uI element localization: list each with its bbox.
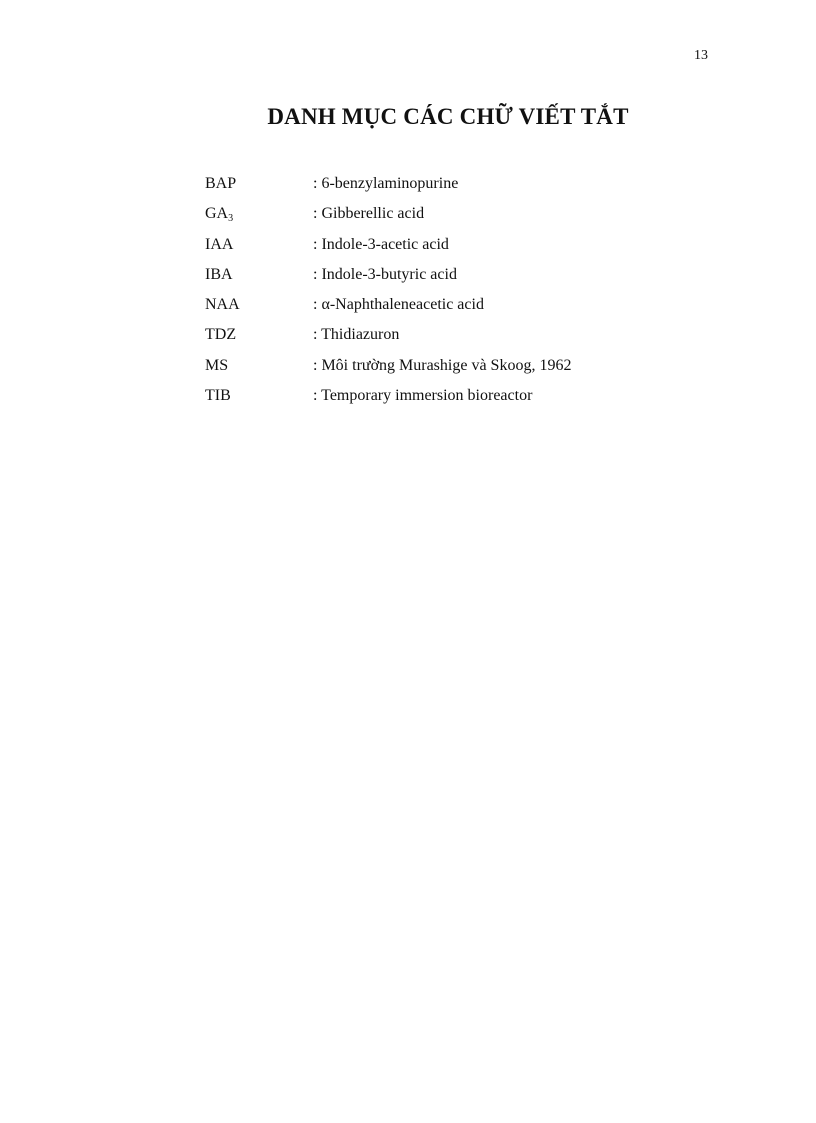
abbreviation-row (205, 175, 685, 205)
abbreviation-definition: : Gibberellic acid (313, 205, 425, 223)
abbreviation-term: TDZ (205, 326, 237, 344)
abbreviation-row (205, 296, 685, 326)
abbreviation-definition: : Môi trường Murashige và Skoog, 1962 (313, 356, 572, 374)
page-title: DANH MỤC CÁC CHỮ VIẾT TẮT (267, 104, 629, 129)
abbreviation-term: $GA_3$ (205, 205, 234, 225)
abbreviation-definition: : 6-benzylaminopurine (313, 175, 459, 192)
abbreviation-row (205, 266, 685, 296)
abbreviation-term: IBA (205, 265, 233, 283)
abbreviation-definition: : Indole-3-acetic acid (313, 235, 449, 253)
abbreviation-term: MS (205, 356, 229, 374)
abbreviation-definition: : Temporary immersion bioreactor (313, 387, 533, 405)
abbreviation-term: TIB (205, 387, 231, 405)
abbreviation-definition: : Thidiazuron (313, 326, 400, 344)
page-number: 13 (694, 48, 708, 63)
abbreviation-term: BAP (205, 175, 237, 192)
abbreviation-definition: : Indole-3-butyric acid (313, 265, 457, 283)
abbreviation-row (205, 205, 685, 235)
abbreviation-row (205, 387, 685, 417)
abbreviation-row (205, 236, 685, 266)
abbreviation-list (205, 175, 685, 417)
abbreviation-row (205, 357, 685, 387)
abbreviation-definition: : α-Naphthaleneacetic acid (313, 296, 484, 314)
abbreviation-term: NAA (205, 296, 240, 314)
abbreviation-row (205, 326, 685, 356)
abbreviation-term: IAA (205, 235, 234, 253)
